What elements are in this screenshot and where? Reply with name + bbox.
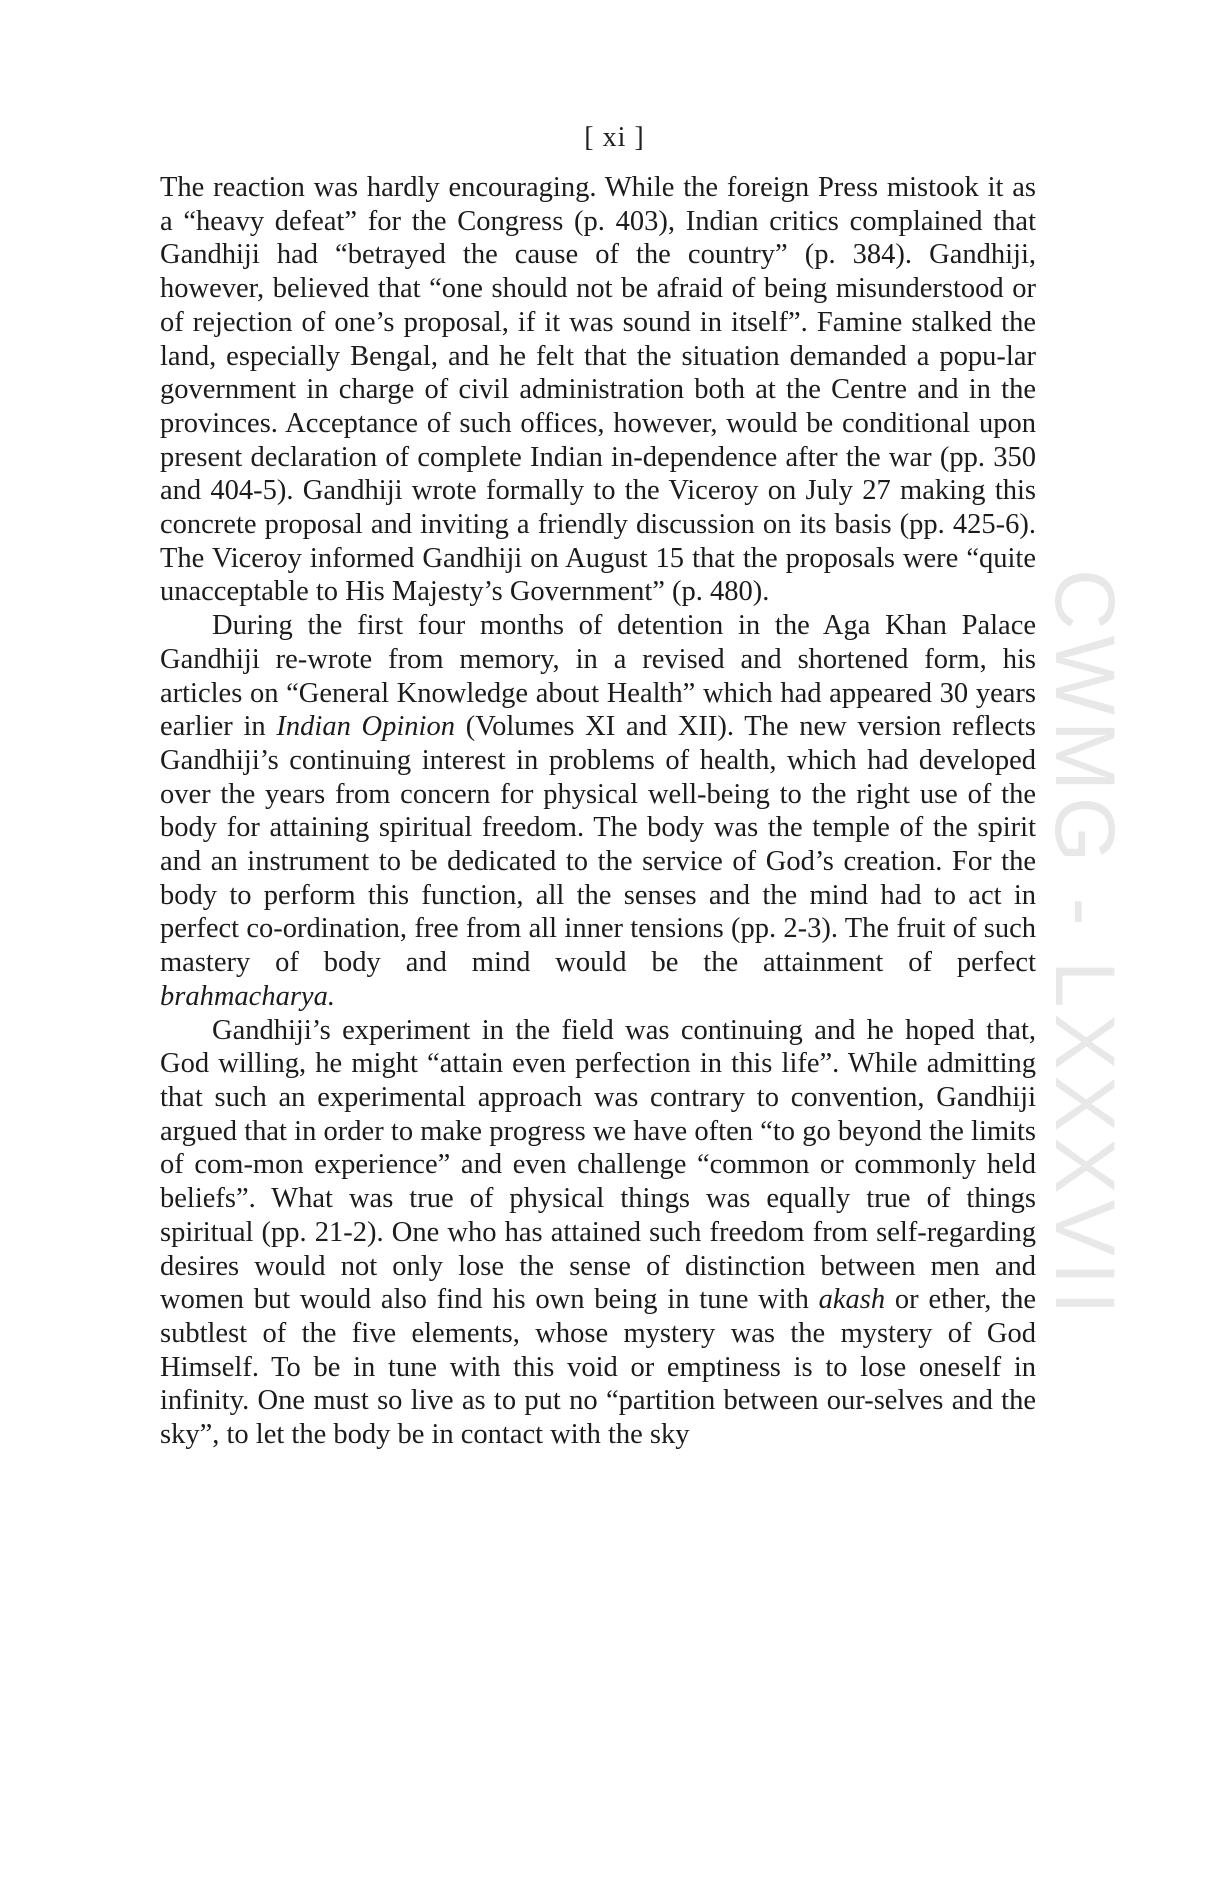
page-number: [ xi ] xyxy=(584,122,645,153)
paragraph xyxy=(160,171,1036,609)
watermark xyxy=(1038,370,1132,1520)
text-segment: or ether, the subtlest of the five elements, whose mystery was the mystery of God Himself. To be in tune with this void or emptiness is to lose oneself in infinity. One must so live as to put no “partition between our-selves and the sky”, to let the body be in contact with the sky xyxy=(160,1284,1036,1451)
text-segment: During the first four months of detention in the Aga Khan Palace Gandhiji re-wrote from memory, in a revised and shortened form, his articles on “General Knowledge about Health” which had appeared 30 years earlier in xyxy=(160,610,1036,743)
watermark-text: CWMG - LXXXVII xyxy=(1038,569,1132,1321)
italic-title: Indian Opinion xyxy=(276,711,455,743)
body-text xyxy=(160,171,1036,1452)
text-segment: Gandhiji’s experiment in the field was continuing and he hoped that, God willing, he might “attain even perfection in this life”. While admitting that such an experimental approach was contrary to convention, Gandhiji argued that in order to make progress we have often “to go beyond the limits of com-mon experience” and even challenge “common or commonly held beliefs”. What was true of physical things was equally true of things spiritual (pp. 21-2). One who has attained such freedom from self-regarding desires would not only lose the sense of distinction between men and women but would also find his own being in tune with xyxy=(160,1014,1036,1316)
paragraph xyxy=(160,1014,1036,1452)
text-segment: (Volumes XI and XII). The new version reflects Gandhiji’s continuing interest in problems of health, which had developed over the years from concern for physical well-being to the right use of the body for attaining spiritual freedom. The body was the temple of the spirit and an instrument to be dedicated to the service of God’s creation. For the body to perform this function, all the senses and the mind had to act in perfect co-ordination, free from all inner tensions (pp. 2-3). The fruit of such mastery of body and mind would be the attainment of perfect xyxy=(160,711,1036,979)
text-segment: The reaction was hardly encouraging. While the foreign Press mistook it as a “heavy defeat” for the Congress (p. 403), Indian critics complained that Gandhiji had “betrayed the cause of the country” (p. 384). Gandhiji, however, believed that “one should not be afraid of being misunderstood or of rejection of one’s proposal, if it was sound in itself”. Famine stalked the land, especially Bengal, and he felt that the situation demanded a popu-lar government in charge of civil administration both at the Centre and in the provinces. Acceptance of such offices, however, would be conditional upon present declaration of complete Indian in-dependence after the war (pp. 350 and 404-5). Gandhiji wrote formally to the Viceroy on July 27 making this concrete proposal and inviting a friendly discussion on its basis (pp. 425-6). The Viceroy informed Gandhiji on August 15 that the proposals were “quite unacceptable to His Majesty’s Government” (p. 480). xyxy=(160,172,1036,608)
paragraph xyxy=(160,609,1036,1013)
italic-term: akash xyxy=(818,1284,886,1316)
italic-term: brahmacharya. xyxy=(160,980,335,1012)
